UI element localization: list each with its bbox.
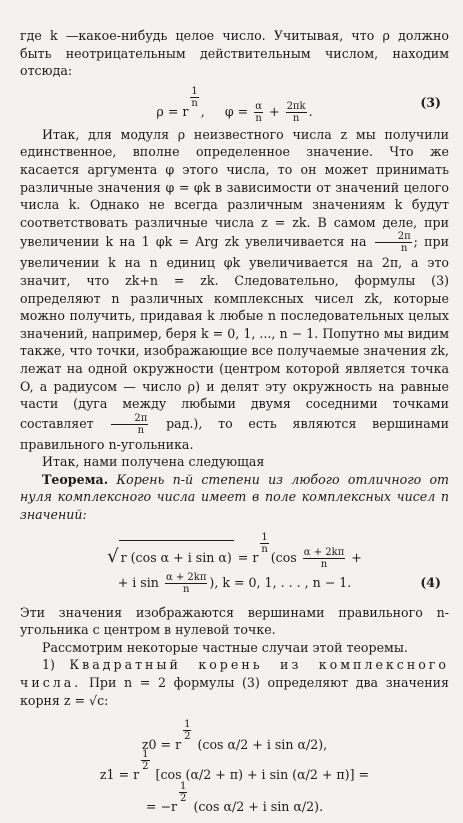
frac-two-pi-over-n (375, 231, 412, 254)
exp-denominator: n (261, 543, 268, 555)
frac-numerator: α (255, 100, 262, 112)
z1b-exponent (179, 781, 187, 804)
formula-3-phi: φ = (224, 103, 249, 119)
formula-4-number: (4) (420, 574, 441, 590)
frac-two-pi-over-n-2 (111, 413, 148, 436)
paragraph-argument-part1: Итак, для модуля ρ неизвестного числа z мы получили единственное, вполне определенное значение. Что же касается аргумента φ этого числа, то он может принимать различные значения φ = φk в зависимости от значений целого числа k. Однако не всегда различным значениям k будут соответствовать различные числа z = zk. В самом деле, при увеличении k на 1 φk = Arg zk увеличивается на (20, 126, 449, 250)
plus-sign: + (268, 103, 280, 119)
paragraph-argument (20, 126, 449, 454)
z1b-rhs: (cos α/2 + i sin α/2). (193, 799, 324, 815)
z0-rhs: (cos α/2 + i sin α/2), (197, 737, 328, 753)
exp-numerator: 1 (142, 749, 149, 761)
exp-numerator: 1 (191, 85, 198, 97)
frac-numerator: 2πk (286, 100, 306, 112)
z1-lhs: z1 = r (99, 767, 140, 783)
exp-denominator: 2 (142, 761, 149, 773)
formula-4-cos: (cos (270, 549, 297, 565)
formula-z1-continued (20, 781, 449, 813)
frac-numerator: 2π (375, 231, 412, 243)
theorem-label: Теорема. (42, 471, 109, 487)
exp-denominator: 2 (184, 731, 191, 743)
formula-3-exponent (190, 86, 198, 109)
paragraph-conclusion: Итак, нами получена следующая (42, 454, 265, 470)
theorem (20, 471, 449, 524)
z0-lhs: z0 = r (141, 737, 182, 753)
frac-denominator: n (400, 243, 408, 255)
frac-numerator: 2π (111, 413, 148, 425)
paragraph-argument-part2: ; при увеличении k на n единиц φk увеличивается на 2π, а это значит, что zk+n = zk. Следовательно, формулы (3) определяют n различных комплексных чисел zk, которые можно получить, придавая k любые n последовательных целых значений, например, беря k = 0, 1, ..., n − 1. Попутно мы видим также, что точки, изображающие все получаемые значения zk, лежат на одной окружности (центром которой является точка O, а радиусом — число ρ) и делят эту окружность на равные части (дуга между любыми двумя соседними точками составляет (20, 234, 449, 431)
formula-3: ρ = r $^{\frac{1}{n}}$ , φ = $\frac{\alpha}{n}$ + $\frac{2\pi k}{n}$ . (3) (156, 85, 441, 124)
paragraph-intro: где k —какое-нибудь целое число. Учитывая, что ρ должно быть неотрицательным действительным числом, находим отсюда: (20, 28, 449, 79)
frac-denominator: n (292, 112, 300, 124)
paragraph-vertices: Эти значения изображаются вершинами правильного n-угольника с центром в нулевой точке. (20, 604, 449, 638)
formula-z1 (20, 749, 449, 781)
formula-3-number: (3) (420, 94, 441, 110)
z1b-lhs: = −r (145, 799, 178, 815)
formula-4-radicand: r (cos α + i sin α) (119, 540, 234, 575)
formula-4-isin: + i sin (117, 574, 159, 590)
frac-numerator: α + 2kπ (165, 571, 207, 583)
z1-exponent (141, 749, 149, 772)
formula-3-frac-b (286, 101, 307, 124)
formula-4-sin-frac (165, 572, 207, 595)
formula-4-line-1 (20, 531, 449, 570)
frac-denominator: n (320, 558, 328, 570)
formula-3-frac-a (254, 101, 263, 124)
formula-3-rho: ρ = r (156, 103, 189, 119)
frac-denominator: n (182, 583, 190, 595)
formula-4-exponent (260, 532, 268, 555)
case-title: Квадратный корень из комплексного числа. (20, 657, 449, 691)
frac-numerator: α + 2kπ (303, 546, 345, 558)
formula-z0 (20, 719, 449, 753)
case-number: 1) (42, 657, 55, 673)
frac-denominator: n (137, 424, 145, 436)
paragraph-square-root (20, 656, 449, 709)
root-sign: √ (107, 545, 119, 567)
case-text: При n = 2 формулы (3) определяют два значения корня z = √c: (20, 675, 449, 708)
exp-denominator: n (191, 97, 198, 109)
exp-numerator: 1 (184, 719, 191, 731)
formula-4-equals: = r (237, 549, 259, 565)
frac-denominator: n (255, 112, 262, 124)
theorem-statement: Корень n-й степени из любого отличного от нуля комплексного числа имеет в поле комплексных чисел n значений: (20, 471, 450, 523)
exp-numerator: 1 (180, 781, 187, 793)
formula-4-line-2 (20, 566, 449, 600)
z0-exponent (183, 719, 191, 742)
plus-sign: + (351, 549, 362, 565)
z1-rhs: [cos (α/2 + π) + i sin (α/2 + π)] = (155, 767, 370, 783)
exp-numerator: 1 (261, 531, 268, 543)
paragraph-special-cases: Рассмотрим некоторые частные случаи этой теоремы. (42, 639, 408, 655)
paragraph-argument-part3: рад.), то есть являются вершинами правильного n-угольника. (20, 415, 449, 452)
exp-denominator: 2 (180, 793, 187, 805)
formula-4-range: ), k = 0, 1, . . . , n − 1. (209, 574, 352, 590)
